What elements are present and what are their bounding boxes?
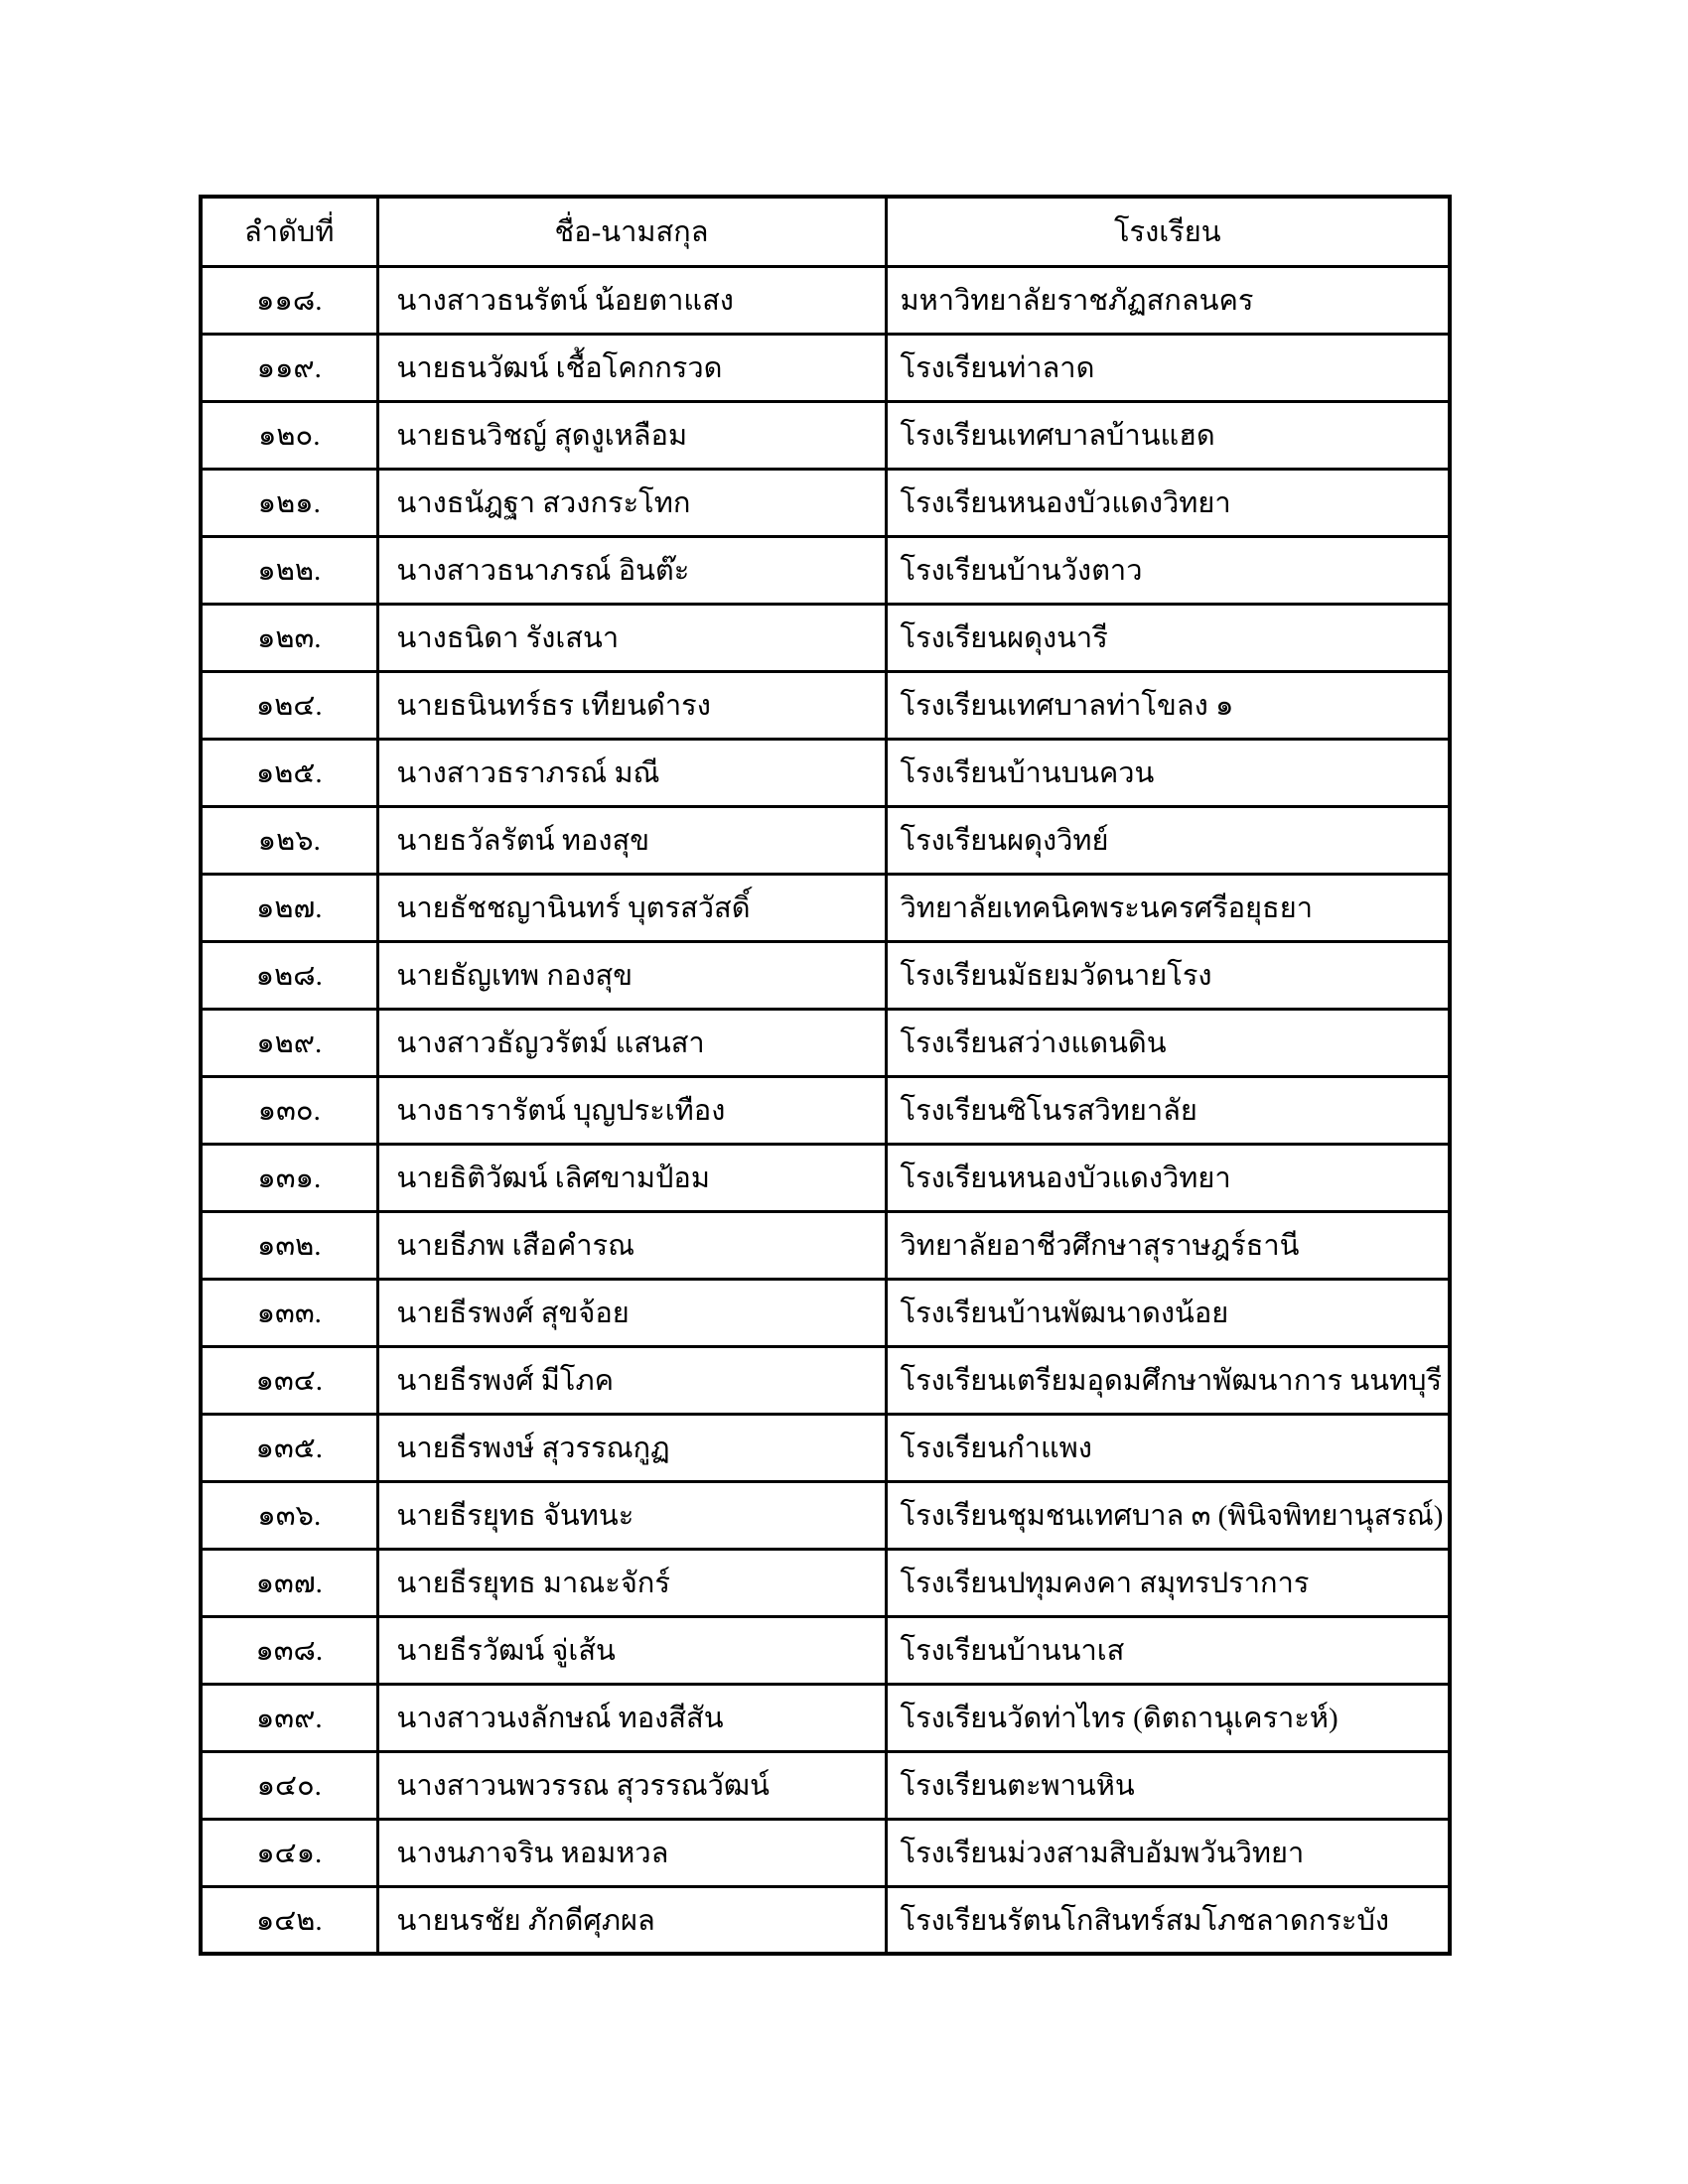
name-cell: นายธัชชญานินทร์ บุตรสวัสดิ์ bbox=[377, 874, 886, 941]
order-cell: ๑๑๙. bbox=[201, 334, 377, 401]
table-row bbox=[201, 266, 1450, 334]
order-cell: ๑๑๘. bbox=[201, 266, 377, 334]
column-header-name: ชื่อ-นามสกุล bbox=[377, 197, 886, 266]
table-row bbox=[201, 739, 1450, 806]
table-row bbox=[201, 1549, 1450, 1616]
column-header-school: โรงเรียน bbox=[886, 197, 1450, 266]
table-row bbox=[201, 874, 1450, 941]
order-cell: ๑๓๑. bbox=[201, 1144, 377, 1211]
order-cell: ๑๒๓. bbox=[201, 604, 377, 671]
school-cell: โรงเรียนสว่างแดนดิน bbox=[886, 1009, 1450, 1076]
school-cell: โรงเรียนซิโนรสวิทยาลัย bbox=[886, 1076, 1450, 1144]
table-row bbox=[201, 1616, 1450, 1684]
order-cell: ๑๒๕. bbox=[201, 739, 377, 806]
order-cell: ๑๒๗. bbox=[201, 874, 377, 941]
name-cell: นายธนวิชญ์ สุดงูเหลือม bbox=[377, 401, 886, 469]
school-cell: โรงเรียนตะพานหิน bbox=[886, 1751, 1450, 1819]
table-row bbox=[201, 604, 1450, 671]
name-cell: นายธีรพงศ์ สุขจ้อย bbox=[377, 1279, 886, 1346]
table-row bbox=[201, 806, 1450, 874]
name-cell: นางสาวธนรัตน์ น้อยตาแสง bbox=[377, 266, 886, 334]
order-cell: ๑๒๒. bbox=[201, 536, 377, 604]
school-cell: โรงเรียนหนองบัวแดงวิทยา bbox=[886, 1144, 1450, 1211]
order-cell: ๑๓๔. bbox=[201, 1346, 377, 1414]
table-row bbox=[201, 1751, 1450, 1819]
name-cell: นางสาวธราภรณ์ มณี bbox=[377, 739, 886, 806]
order-cell: ๑๓๐. bbox=[201, 1076, 377, 1144]
school-cell: โรงเรียนวัดท่าไทร (ดิตถานุเคราะห์) bbox=[886, 1684, 1450, 1751]
order-cell: ๑๓๒. bbox=[201, 1211, 377, 1279]
table-row bbox=[201, 536, 1450, 604]
table-row bbox=[201, 1009, 1450, 1076]
school-cell: โรงเรียนผดุงนารี bbox=[886, 604, 1450, 671]
teacher-school-table bbox=[199, 195, 1452, 1956]
name-cell: นายธัญเทพ กองสุข bbox=[377, 941, 886, 1009]
name-cell: นางสาวนงลักษณ์ ทองสีสัน bbox=[377, 1684, 886, 1751]
name-cell: นายธีรยุทธ จันทนะ bbox=[377, 1481, 886, 1549]
name-cell: นายธีรวัฒน์ จู่เส้น bbox=[377, 1616, 886, 1684]
table-row bbox=[201, 1819, 1450, 1886]
table-row bbox=[201, 941, 1450, 1009]
school-cell: โรงเรียนท่าลาด bbox=[886, 334, 1450, 401]
order-cell: ๑๒๘. bbox=[201, 941, 377, 1009]
order-cell: ๑๒๐. bbox=[201, 401, 377, 469]
name-cell: นายธนวัฒน์ เชื้อโคกกรวด bbox=[377, 334, 886, 401]
school-cell: โรงเรียนรัตนโกสินทร์สมโภชลาดกระบัง bbox=[886, 1886, 1450, 1954]
name-cell: นายธวัลรัตน์ ทองสุข bbox=[377, 806, 886, 874]
school-cell: โรงเรียนผดุงวิทย์ bbox=[886, 806, 1450, 874]
school-cell: โรงเรียนม่วงสามสิบอัมพวันวิทยา bbox=[886, 1819, 1450, 1886]
order-cell: ๑๒๙. bbox=[201, 1009, 377, 1076]
school-cell: โรงเรียนบ้านบนควน bbox=[886, 739, 1450, 806]
name-cell: นายนรชัย ภักดีศุภผล bbox=[377, 1886, 886, 1954]
name-cell: นางธนิดา รังเสนา bbox=[377, 604, 886, 671]
order-cell: ๑๒๔. bbox=[201, 671, 377, 739]
school-cell: วิทยาลัยเทคนิคพระนครศรีอยุธยา bbox=[886, 874, 1450, 941]
table-row bbox=[201, 1481, 1450, 1549]
name-cell: นายธีรยุทธ มาณะจักร์ bbox=[377, 1549, 886, 1616]
school-cell: โรงเรียนปทุมคงคา สมุทรปราการ bbox=[886, 1549, 1450, 1616]
table-row bbox=[201, 401, 1450, 469]
order-cell: ๑๒๑. bbox=[201, 469, 377, 536]
school-cell: โรงเรียนเทศบาลบ้านแฮด bbox=[886, 401, 1450, 469]
name-cell: นายธีรพงศ์ มีโภค bbox=[377, 1346, 886, 1414]
name-cell: นายธนินทร์ธร เทียนดำรง bbox=[377, 671, 886, 739]
order-cell: ๑๓๕. bbox=[201, 1414, 377, 1481]
table-row bbox=[201, 1414, 1450, 1481]
table-row bbox=[201, 1886, 1450, 1954]
name-cell: นางนภาจริน หอมหวล bbox=[377, 1819, 886, 1886]
table-row bbox=[201, 1211, 1450, 1279]
school-cell: โรงเรียนบ้านพัฒนาดงน้อย bbox=[886, 1279, 1450, 1346]
table-row bbox=[201, 671, 1450, 739]
school-cell: โรงเรียนชุมชนเทศบาล ๓ (พินิจพิทยานุสรณ์) bbox=[886, 1481, 1450, 1549]
order-cell: ๑๔๒. bbox=[201, 1886, 377, 1954]
school-cell: โรงเรียนเทศบาลท่าโขลง ๑ bbox=[886, 671, 1450, 739]
school-cell: โรงเรียนกำแพง bbox=[886, 1414, 1450, 1481]
name-cell: นางสาวนพวรรณ สุวรรณวัฒน์ bbox=[377, 1751, 886, 1819]
order-cell: ๑๔๑. bbox=[201, 1819, 377, 1886]
school-cell: โรงเรียนมัธยมวัดนายโรง bbox=[886, 941, 1450, 1009]
table-row bbox=[201, 334, 1450, 401]
table-row bbox=[201, 469, 1450, 536]
school-cell: โรงเรียนบ้านวังตาว bbox=[886, 536, 1450, 604]
header-row bbox=[201, 197, 1450, 266]
table-row bbox=[201, 1076, 1450, 1144]
name-cell: นางธนัฎฐา สวงกระโทก bbox=[377, 469, 886, 536]
order-cell: ๑๓๓. bbox=[201, 1279, 377, 1346]
school-cell: วิทยาลัยอาชีวศึกษาสุราษฎร์ธานี bbox=[886, 1211, 1450, 1279]
school-cell: มหาวิทยาลัยราชภัฏสกลนคร bbox=[886, 266, 1450, 334]
name-cell: นายธีภพ เสือคำรณ bbox=[377, 1211, 886, 1279]
order-cell: ๑๓๖. bbox=[201, 1481, 377, 1549]
school-cell: โรงเรียนหนองบัวแดงวิทยา bbox=[886, 469, 1450, 536]
order-cell: ๑๔๐. bbox=[201, 1751, 377, 1819]
name-cell: นางสาวธัญวรัตม์ แสนสา bbox=[377, 1009, 886, 1076]
table-row bbox=[201, 1684, 1450, 1751]
name-cell: นางธารารัตน์ บุญประเทือง bbox=[377, 1076, 886, 1144]
table-row bbox=[201, 1144, 1450, 1211]
column-header-order: ลำดับที่ bbox=[201, 197, 377, 266]
table-row bbox=[201, 1346, 1450, 1414]
school-cell: โรงเรียนเตรียมอุดมศึกษาพัฒนาการ นนทบุรี bbox=[886, 1346, 1450, 1414]
name-cell: นางสาวธนาภรณ์ อินต๊ะ bbox=[377, 536, 886, 604]
table-row bbox=[201, 1279, 1450, 1346]
order-cell: ๑๒๖. bbox=[201, 806, 377, 874]
name-cell: นายธีรพงษ์ สุวรรณกูฏ bbox=[377, 1414, 886, 1481]
school-cell: โรงเรียนบ้านนาเส bbox=[886, 1616, 1450, 1684]
table-body bbox=[201, 266, 1450, 1954]
name-cell: นายธิติวัฒน์ เลิศขามป้อม bbox=[377, 1144, 886, 1211]
order-cell: ๑๓๗. bbox=[201, 1549, 377, 1616]
order-cell: ๑๓๙. bbox=[201, 1684, 377, 1751]
order-cell: ๑๓๘. bbox=[201, 1616, 377, 1684]
